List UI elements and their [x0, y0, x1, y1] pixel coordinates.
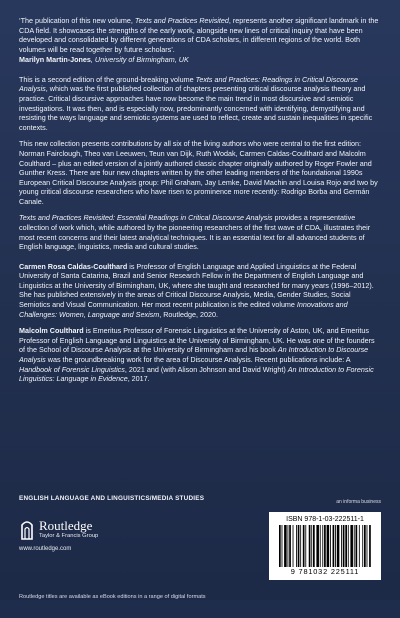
barcode — [269, 512, 381, 580]
endorsement-attribution: Marilyn Martin-Jones, University of Birmingham, UK — [19, 55, 189, 65]
routledge-tower-icon — [19, 518, 35, 540]
endorsement-quote: ‘The publication of this new volume, Texts and Practices Revisited, represents another significant landmark in the CDA field. It showcases the strengths of the early work, alongside new lines of critical inquiry that have been developed and consolidated by different generations of CDA scholars, in different regions of the world. Both volumes will be read together by future scholars’. — [19, 16, 379, 54]
barcode-digits: 9 781032 225111 — [290, 566, 360, 576]
series-label: ENGLISH LANGUAGE AND LINGUISTICS/MEDIA STUDIES — [19, 495, 205, 502]
publisher-logo — [19, 516, 179, 566]
isbn-label: ISBN 978-1-03-222511-1 — [286, 515, 364, 523]
publisher-group: Taylor & Francis Group — [39, 532, 99, 539]
intro-paragraph-1: This is a second edition of the ground-breaking volume Texts and Practices: Readings in Critical Discourse Analysis, which was the first published collection of chapters presenting critical discourse analysis theory and practice. Critical discursive approaches have now become the main trend in most discursive and semiotic investigations. It was then, and is especially now, predominantly concerned with identifying, demystifying and resisting the ways language and semiotic systems are used to reflect, create and sustain inequalities in specific contexts. — [19, 74, 373, 132]
intro-paragraph-3: Texts and Practices Revisited: Essential Readings in Critical Discourse Analysis provides a representative collection of work which, while authored by the pioneering researchers of the first wave of CDA, illustrates their most recent concerns and their latest analytical techniques. It is an essential text for all advanced students of English language, linguistics, media and cultural studies. — [19, 213, 371, 252]
barcode-icon — [279, 525, 371, 567]
cover-footer — [19, 485, 381, 618]
publisher-name: Routledge — [39, 517, 93, 533]
bio-carmen: Carmen Rosa Caldas-Coulthard is Professor of English Language and Applied Linguistics at the Federal University of Santa Catarina, Brazil and Senior Research Fellow in the Department of English Language and Linguistics at the University of Birmingham, UK, where she taught and researched for many years (1996–2012). She has published extensively in the areas of Critical Discourse Analysis, Media, Gender Studies, Social Semiotics and Visual Communication. Her most recent publication is the edited volume Innovations and Challenges: Women, Language and Sexism, Routledge, 2020. — [19, 261, 374, 319]
informa-tagline: an informa business — [336, 498, 381, 505]
publisher-url[interactable]: www.routledge.com — [19, 545, 72, 552]
intro-paragraph-2: This new collection presents contributions by all six of the living authors who were central to the first edition: Norman Fairclough, Theo van Leeuwen, Teun van Dijk, Ruth Wodak, Carmen Caldas-Coulthard and Malcolm Coulthard – plus an edited version of a jointly authored classic chapter originally authored by Roger Fowler and Gunther Kress. There are four new chapters written by the other leading members of the foundational 1990s European Critical Discourse Analysis group: Phil Graham, Jay Lemke, David Machin and Louisa Rojo and two by young critical discourse researchers who have risen to prominence more recently: Rodrigo Borba and Germán Canale. — [19, 139, 378, 206]
ebook-note: Routledge titles are available as eBook editions in a range of digital formats — [19, 593, 206, 600]
bio-malcolm: Malcolm Coulthard is Emeritus Professor of Forensic Linguistics at the University of Aston, UK, and Emeritus Professor of English Language and Linguistics at the University of Birmingham, UK. He was one of the founders of the School of Discourse Analysis at the University of Birmingham and his book An Introduction to Discourse Analysis was the groundbreaking work for the area of Discourse Analysis. Recent publications include: A Handbook of Forensic Linguistics, 2021 and (with Alison Johnson and David Wright) An Introduction to Forensic Linguistics: Language in Evidence, 2017. — [19, 326, 375, 384]
